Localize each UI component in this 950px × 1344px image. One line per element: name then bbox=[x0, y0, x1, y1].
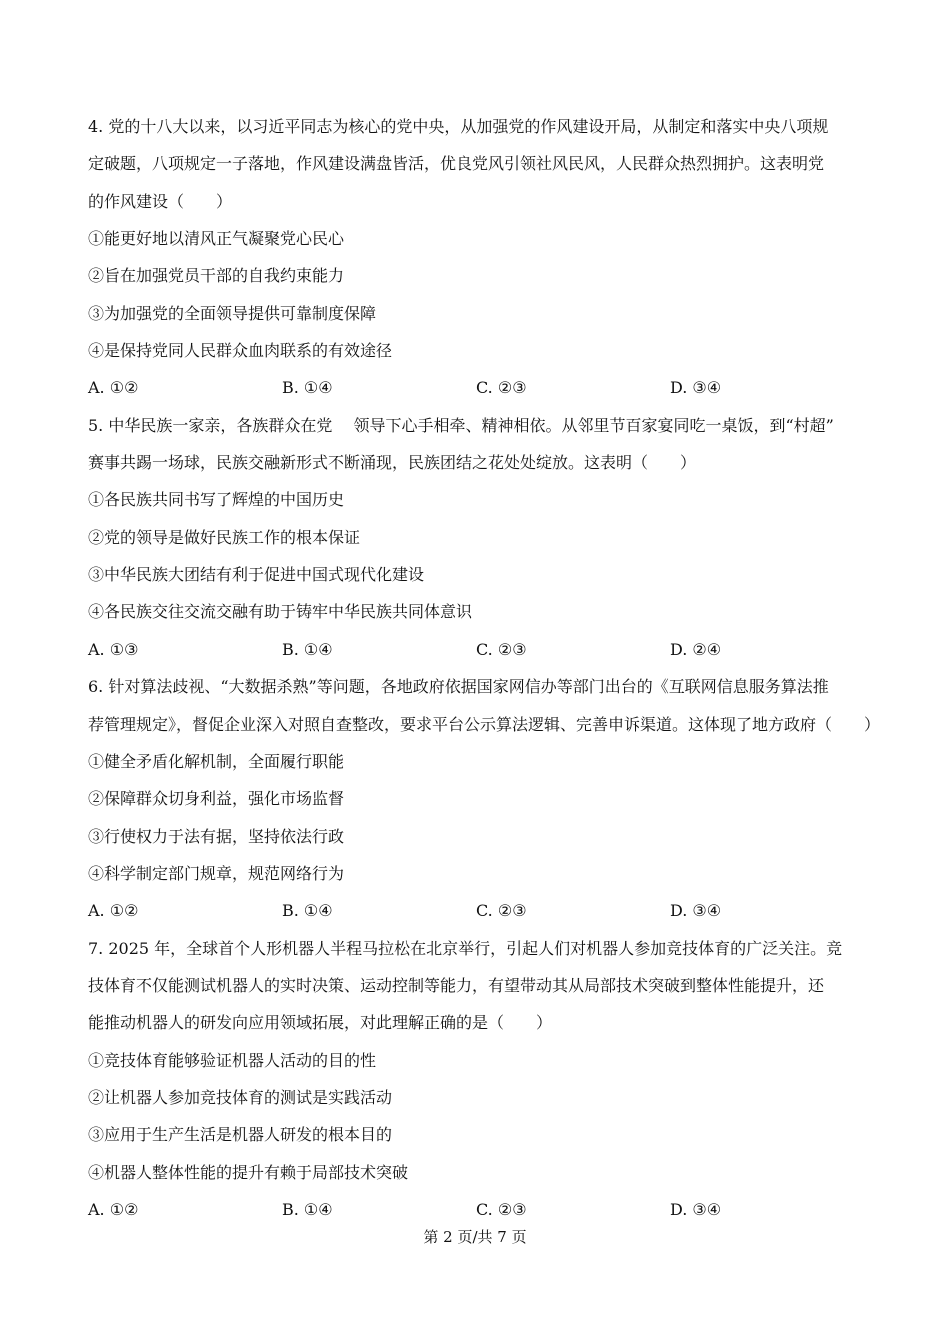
answer-options bbox=[88, 631, 888, 668]
statement-item: ④机器人整体性能的提升有赖于局部技术突破 bbox=[88, 1162, 409, 1182]
answer-option: D. ③④ bbox=[670, 901, 722, 921]
question-stem-line: 4. 党的十八大以来，以习近平同志为核心的党中央，从加强党的作风建设开局，从制定和落实中央八项规 bbox=[88, 117, 829, 136]
question-list bbox=[88, 108, 888, 1228]
statement-item: ②旨在加强党员干部的自我约束能力 bbox=[88, 266, 345, 286]
statement-item: ④科学制定部门规章，规范网络行为 bbox=[88, 863, 345, 883]
answer-option: A. ①② bbox=[88, 901, 139, 921]
answer-options bbox=[88, 892, 888, 929]
answer-option: D. ③④ bbox=[670, 378, 722, 398]
question-block bbox=[88, 668, 888, 929]
question-stem-line: 7. 2025 年，全球首个人形机器人半程马拉松在北京举行，引起人们对机器人参加竞技体育的广泛关注。竞 bbox=[88, 938, 843, 958]
answer-option: D. ③④ bbox=[670, 1199, 722, 1219]
statement-item: ①能更好地以清风正气凝聚党心民心 bbox=[88, 229, 345, 249]
answer-option: B. ①④ bbox=[282, 378, 333, 398]
statement-item: ②党的领导是做好民族工作的根本保证 bbox=[88, 527, 361, 547]
question-block bbox=[88, 930, 888, 1229]
statement-item: ①健全矛盾化解机制，全面履行职能 bbox=[88, 751, 345, 771]
answer-option: B. ①④ bbox=[282, 639, 333, 659]
question-stem-line: 赛事共踢一场球，民族交融新形式不断涌现，民族团结之花处处绽放。这表明（ ） bbox=[88, 453, 697, 473]
answer-option: A. ①② bbox=[88, 378, 139, 398]
question-stem-line: 的作风建设（ ） bbox=[88, 191, 233, 211]
answer-options bbox=[88, 369, 888, 406]
question-stem-line: 荐管理规定》，督促企业深入对照自查整改，要求平台公示算法逻辑、完善申诉渠道。这体现了地方政府（ ） bbox=[88, 714, 881, 734]
statement-item: ③中华民族大团结有利于促进中国式现代化建设 bbox=[88, 565, 425, 585]
answer-option: B. ①④ bbox=[282, 901, 333, 921]
statement-item: ④各民族交往交流交融有助于铸牢中华民族共同体意识 bbox=[88, 602, 473, 622]
statement-item: ③为加强党的全面领导提供可靠制度保障 bbox=[88, 303, 377, 323]
question-stem-line: 技体育不仅能测试机器人的实时决策、运动控制等能力，有望带动其从局部技术突破到整体性能提升，还 bbox=[88, 975, 825, 995]
answer-option: C. ②③ bbox=[476, 378, 527, 398]
statement-item: ①竞技体育能够验证机器人活动的目的性 bbox=[88, 1050, 377, 1070]
question-stem-line: 5. 中华民族一家亲，各族群众在党 领导下心手相牵、精神相依。从邻里节百家宴同吃一桌饭，到“村超” bbox=[88, 415, 834, 435]
answer-option: C. ②③ bbox=[476, 901, 527, 921]
answer-option: B. ①④ bbox=[282, 1199, 333, 1219]
statement-item: ④是保持党同人民群众血肉联系的有效途径 bbox=[88, 341, 393, 361]
question-stem-line: 6. 针对算法歧视、“大数据杀熟”等问题，各地政府依据国家网信办等部门出台的《互联网信息服务算法推 bbox=[88, 677, 829, 697]
answer-options bbox=[88, 1191, 888, 1228]
question-stem-line: 能推动机器人的研发向应用领域拓展，对此理解正确的是（ ） bbox=[88, 1013, 553, 1033]
answer-option: D. ②④ bbox=[670, 639, 722, 659]
answer-option: A. ①② bbox=[88, 1199, 139, 1219]
page-footer: 第 2 页/共 7 页 bbox=[423, 1228, 527, 1246]
answer-option: C. ②③ bbox=[476, 1199, 527, 1219]
statement-item: ②让机器人参加竞技体育的测试是实践活动 bbox=[88, 1087, 393, 1107]
statement-item: ③应用于生产生活是机器人研发的根本目的 bbox=[88, 1125, 393, 1145]
question-block bbox=[88, 407, 888, 668]
answer-option: A. ①③ bbox=[88, 639, 139, 659]
question-stem-line: 定破题，八项规定一子落地，作风建设满盘皆活，优良党风引领社风民风，人民群众热烈拥护。这表明党 bbox=[88, 154, 825, 174]
statement-item: ②保障群众切身利益，强化市场监督 bbox=[88, 789, 345, 809]
statement-item: ①各民族共同书写了辉煌的中国历史 bbox=[88, 490, 345, 510]
question-block bbox=[88, 108, 888, 407]
answer-option: C. ②③ bbox=[476, 639, 527, 659]
statement-item: ③行使权力于法有据，坚持依法行政 bbox=[88, 826, 345, 846]
